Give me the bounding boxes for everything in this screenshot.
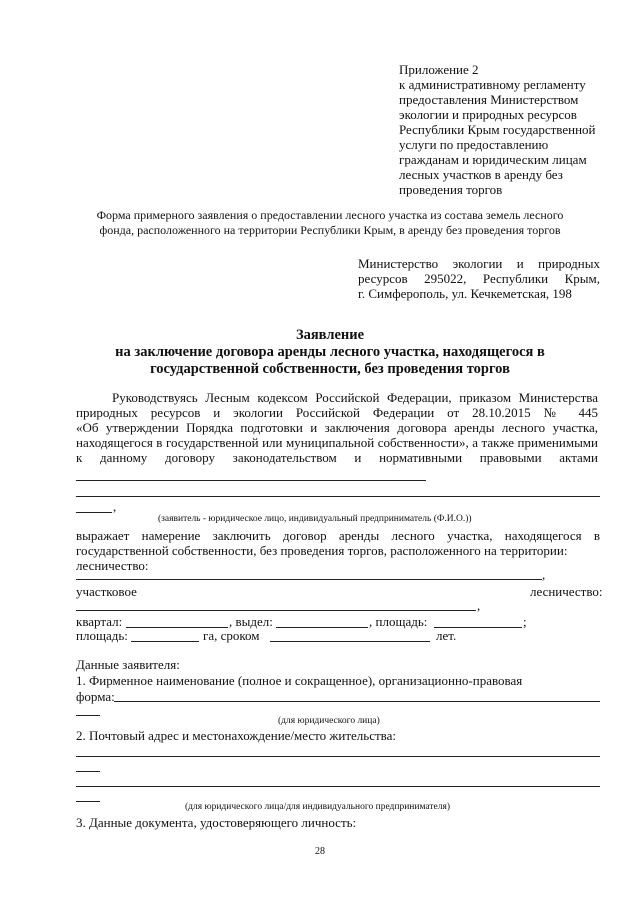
paragraph-line: государственной собственности, без проведения торгов, расположенного на территории: (76, 543, 568, 558)
address-field[interactable] (76, 756, 600, 757)
item3-label: 3. Данные документа, удостоверяющего личность: (76, 815, 357, 830)
form-caption-line: Форма примерного заявления о предоставлении лесного участка из состава земель лесного (96, 208, 564, 222)
appendix-line: услуги по предоставлению (399, 137, 549, 152)
item2-label: 2. Почтовый адрес и местонахождение/место жительства: (76, 728, 397, 743)
company-name-field[interactable] (114, 701, 600, 702)
appendix-line: лесных участков в аренду без (399, 167, 563, 182)
appendix-line: предоставления Министерством (399, 92, 579, 107)
intro-paragraph (76, 390, 598, 465)
item1-form-label: форма: (76, 689, 115, 704)
addressee-line: г. Симферополь, ул. Кечкеметская, 198 (358, 286, 572, 301)
comma: , (542, 567, 546, 582)
appendix-title: Приложение 2 (399, 62, 479, 77)
appendix-line: к административному регламенту (399, 77, 586, 92)
paragraph-line: Руководствуясь Лесным кодексом Российской Федерации, приказом Министерства (112, 390, 598, 405)
appendix-line: Республики Крым государственной (399, 122, 596, 137)
appendix-line: экологии и природных ресурсов (399, 107, 577, 122)
semicolon: ; (523, 614, 527, 629)
company-name-field-end[interactable] (76, 715, 100, 716)
applicant-fill-line[interactable] (76, 480, 426, 481)
applicant-hint: (заявитель - юридическое лицо, индивидуальный предприниматель (Ф.И.О.)) (158, 514, 472, 524)
addressee-line: Министерство экологии и природных (358, 256, 600, 271)
applicant-fill-line[interactable] (76, 496, 600, 497)
term-field[interactable] (270, 641, 430, 642)
forestry-label: лесничество: (76, 558, 149, 573)
appendix-block (399, 62, 596, 197)
address-field-end[interactable] (76, 801, 100, 802)
forestry-fill-line[interactable] (76, 579, 542, 580)
document-heading (60, 327, 600, 378)
applicant-data-header: Данные заявителя: (76, 657, 180, 672)
intent-paragraph (76, 528, 600, 573)
appendix-line: проведения торгов (399, 182, 503, 197)
document-title: Заявление (295, 327, 365, 343)
legal-ip-hint: (для юридического лица/для индивидуального предпринимателя) (185, 802, 451, 812)
form-caption (60, 208, 600, 238)
address-field-end[interactable] (76, 771, 100, 772)
addressee-line: ресурсов 295022, Республики Крым, (358, 271, 600, 286)
years-label: лет. (436, 628, 457, 643)
kvartal-label: квартал: (76, 614, 123, 629)
district-fill-line[interactable] (76, 610, 476, 611)
vydel-field[interactable] (276, 627, 368, 628)
address-field[interactable] (76, 786, 600, 787)
paragraph-line: природных ресурсов и экологии Российской Федерации от 28.10.2015 № 445 (76, 405, 598, 420)
district-forestry-label: лесничество: (530, 584, 603, 599)
district-label: участковое (76, 584, 137, 599)
paragraph-line: выражает намерение заключить договор аренды лесного участка, находящегося в (76, 528, 600, 543)
paragraph-line: к данному договору законодательством и нормативными правовыми актами (76, 450, 598, 465)
addressee-block (358, 256, 600, 301)
comma: , (113, 499, 117, 514)
appendix-line: гражданам и юридическим лицам (399, 152, 587, 167)
area-label: , площадь: (369, 614, 428, 629)
form-caption-line: фонда, расположенного на территории Республики Крым, в аренду без проведения торгов (99, 223, 561, 237)
vydel-label: , выдел: (229, 614, 273, 629)
heading-line: на заключение договора аренды лесного участка, находящегося в (115, 344, 545, 360)
page-number: 28 (315, 846, 325, 857)
ha-term-label: га, сроком (203, 628, 260, 643)
area2-label: площадь: (76, 628, 128, 643)
area2-field[interactable] (131, 641, 199, 642)
paragraph-line: «Об утверждении Порядка подготовки и заключения договора аренды лесного участка, (76, 420, 598, 435)
comma: , (477, 598, 481, 613)
paragraph-line: находящегося в государственной или муниципальной собственности», а также применимыми (76, 435, 598, 450)
heading-line: государственной собственности, без проведения торгов (150, 361, 510, 377)
applicant-fill-line[interactable] (76, 512, 112, 513)
item1-label: 1. Фирменное наименование (полное и сокращенное), организационно-правовая (76, 673, 523, 688)
legal-entity-hint: (для юридического лица) (278, 716, 380, 726)
